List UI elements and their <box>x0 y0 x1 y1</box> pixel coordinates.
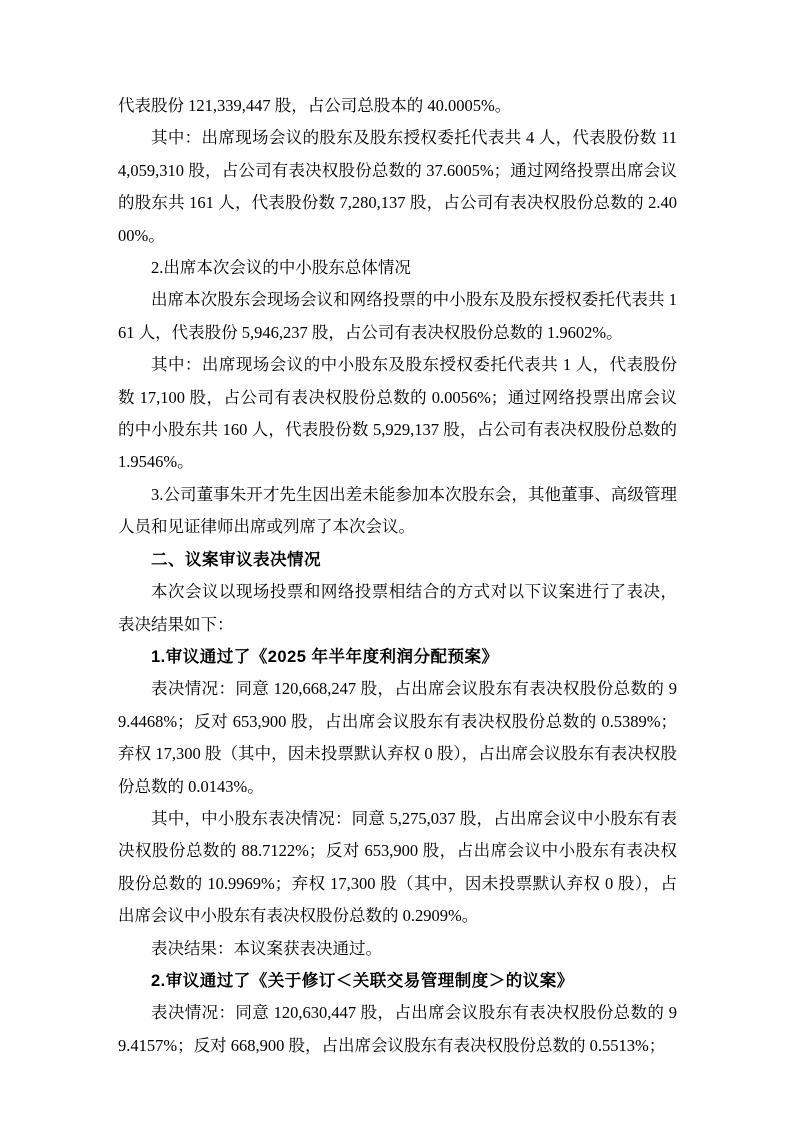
proposal-1-minor-shareholder-vote-results: 其中，中小股东表决情况：同意 5,275,037 股，占出席会议中小股东有表决权股份总数的 88.7122%；反对 653,900 股，占出席会议中小股东有表决权股份总数的 10.9969%；弃权 17,300 股（其中，因未投票默认弃权 0 股），占出席会议中小股东有表决权股份总数的 0.2909%。 <box>118 808 677 926</box>
proposal-1-heading: 1.审议通过了《2025 年半年度利润分配预案》 <box>151 647 499 666</box>
paragraph-minor-shareholders-subtitle: 2.出席本次会议的中小股东总体情况 <box>151 258 411 278</box>
paragraph-attendance-breakdown: 其中：出席现场会议的股东及股东授权委托代表共 4 人，代表股份数 114,059,310 股，占公司有表决权股份总数的 37.6005%；通过网络投票出席会议的股东共 161 人，代表股份数 7,280,137 股，占公司有表决权股份总数的 2.4000%。 <box>118 128 677 245</box>
paragraph-director-absence: 3.公司董事朱开才先生因出差未能参加本次股东会，其他董事、高级管理人员和见证律师出席或列席了本次会议。 <box>118 484 677 537</box>
paragraph-voting-method: 本次会议以现场投票和网络投票相结合的方式对以下议案进行了表决，表决结果如下： <box>118 582 677 634</box>
section-heading-proposal-review: 二、议案审议表决情况 <box>151 550 321 569</box>
proposal-2-vote-results: 表决情况：同意 120,630,447 股，占出席会议股东有表决权股份总数的 99.4157%；反对 668,900 股，占出席会议股东有表决权股份总数的 0.5513%； <box>118 1003 677 1055</box>
proposal-2-heading: 2.审议通过了《关于修订＜关联交易管理制度＞的议案》 <box>151 971 574 990</box>
paragraph-minor-shareholders-total: 出席本次股东会现场会议和网络投票的中小股东及股东授权委托代表共 161 人，代表股份 5,946,237 股，占公司有表决权股份总数的 1.9602%。 <box>118 290 677 342</box>
paragraph-attendance-total-continuation: 代表股份 121,339,447 股，占公司总股本的 40.0005%。 <box>118 96 512 115</box>
proposal-1-vote-outcome: 表决结果：本议案获表决通过。 <box>151 938 382 958</box>
document-body <box>118 90 677 1062</box>
proposal-1-vote-results: 表决情况：同意 120,668,247 股，占出席会议股东有表决权股份总数的 99.4468%；反对 653,900 股，占出席会议股东有表决权股份总数的 0.5389%；弃权 17,300 股（其中，因未投票默认弃权 0 股），占出席会议股东有表决权股份总数的 0.0143%。 <box>118 679 677 796</box>
paragraph-minor-shareholders-breakdown: 其中：出席现场会议的中小股东及股东授权委托代表共 1 人，代表股份数 17,100 股，占公司有表决权股份总数的 0.0056%；通过网络投票出席会议的中小股东共 160 人，代表股份数 5,929,137 股，占公司有表决权股份总数的 1.9546%。 <box>118 355 677 472</box>
